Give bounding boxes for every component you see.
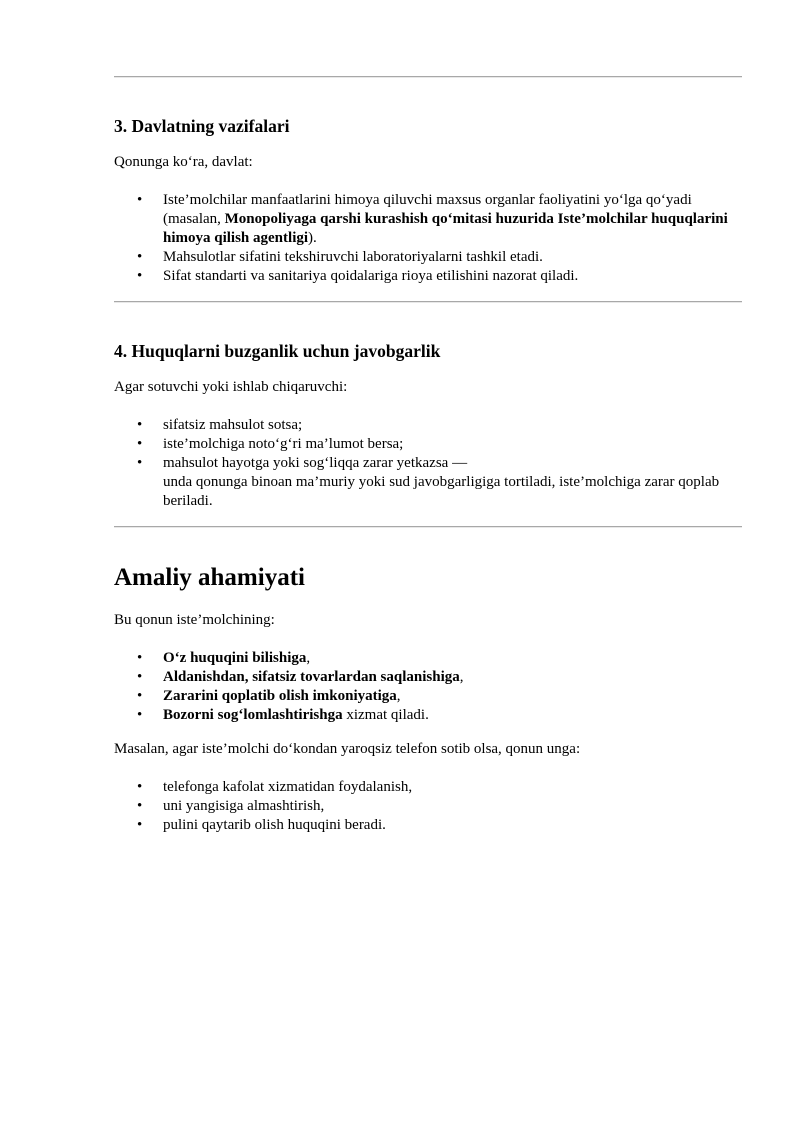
list-item: • Sifat standarti va sanitariya qoidalariga rioya etilishini nazorat qiladi. [114,267,742,286]
practical-heading: Amaliy ahamiyati [114,564,305,591]
list-item: • pulini qaytarib olish huquqini beradi. [114,816,742,835]
list-item: • mahsulot hayotga yoki sog‘liqqa zarar yetkazsa — unda qonunga binoan ma’muriy yoki sud javobgarligiga tortiladi, iste’molchiga zarar qoplab beriladi. [114,454,742,511]
list-item: • iste’molchiga noto‘g‘ri ma’lumot bersa; [114,435,742,454]
practical-intro: Bu qonun iste’molchining: [114,612,275,628]
agency-name: Monopoliyaga qarshi kurashish qo‘mitasi huzurida Iste’molchilar huquqlarini himoya qilish agentligi [163,211,728,246]
list-item: • O‘z huquqini bilishiga, [114,649,742,668]
section-3-intro: Qonunga ko‘ra, davlat: [114,154,253,170]
divider [114,301,742,303]
section-3-heading: 3. Davlatning vazifalari [114,116,290,136]
list-item: • telefonga kafolat xizmatidan foydalanish, [114,778,742,797]
section-4-intro: Agar sotuvchi yoki ishlab chiqaruvchi: [114,379,348,395]
example-rights-list [114,778,742,835]
state-duties-list [114,191,742,286]
top-divider [114,76,742,78]
section-4-heading: 4. Huquqlarni buzganlik uchun javobgarlik [114,341,441,361]
list-item: • Aldanishdan, sifatsiz tovarlardan saqlanishiga, [114,668,742,687]
list-item: • Bozorni sog‘lomlashtirishga xizmat qiladi. [114,706,742,725]
list-item: • sifatsiz mahsulot sotsa; [114,416,742,435]
list-item: • Mahsulotlar sifatini tekshiruvchi laboratoriyalarni tashkil etadi. [114,248,742,267]
list-item: • Iste’molchilar manfaatlarini himoya qiluvchi maxsus organlar faoliyatini yo‘lga qo‘yadi (masalan, Monopoliyaga qarshi kurashish qo‘mitasi huzurida Iste’molchilar huquqlarini himoya qilish agentligi). [114,191,742,248]
list-item: • uni yangisiga almashtirish, [114,797,742,816]
violations-list [114,416,742,511]
list-item: • Zararini qoplatib olish imkoniyatiga, [114,687,742,706]
divider [114,526,742,528]
liability-consequence: unda qonunga binoan ma’muriy yoki sud javobgarligiga tortiladi, iste’molchiga zarar qoplab beriladi. [163,474,720,509]
benefits-list [114,649,742,725]
example-intro: Masalan, agar iste’molchi do‘kondan yaroqsiz telefon sotib olsa, qonun unga: [114,741,581,757]
